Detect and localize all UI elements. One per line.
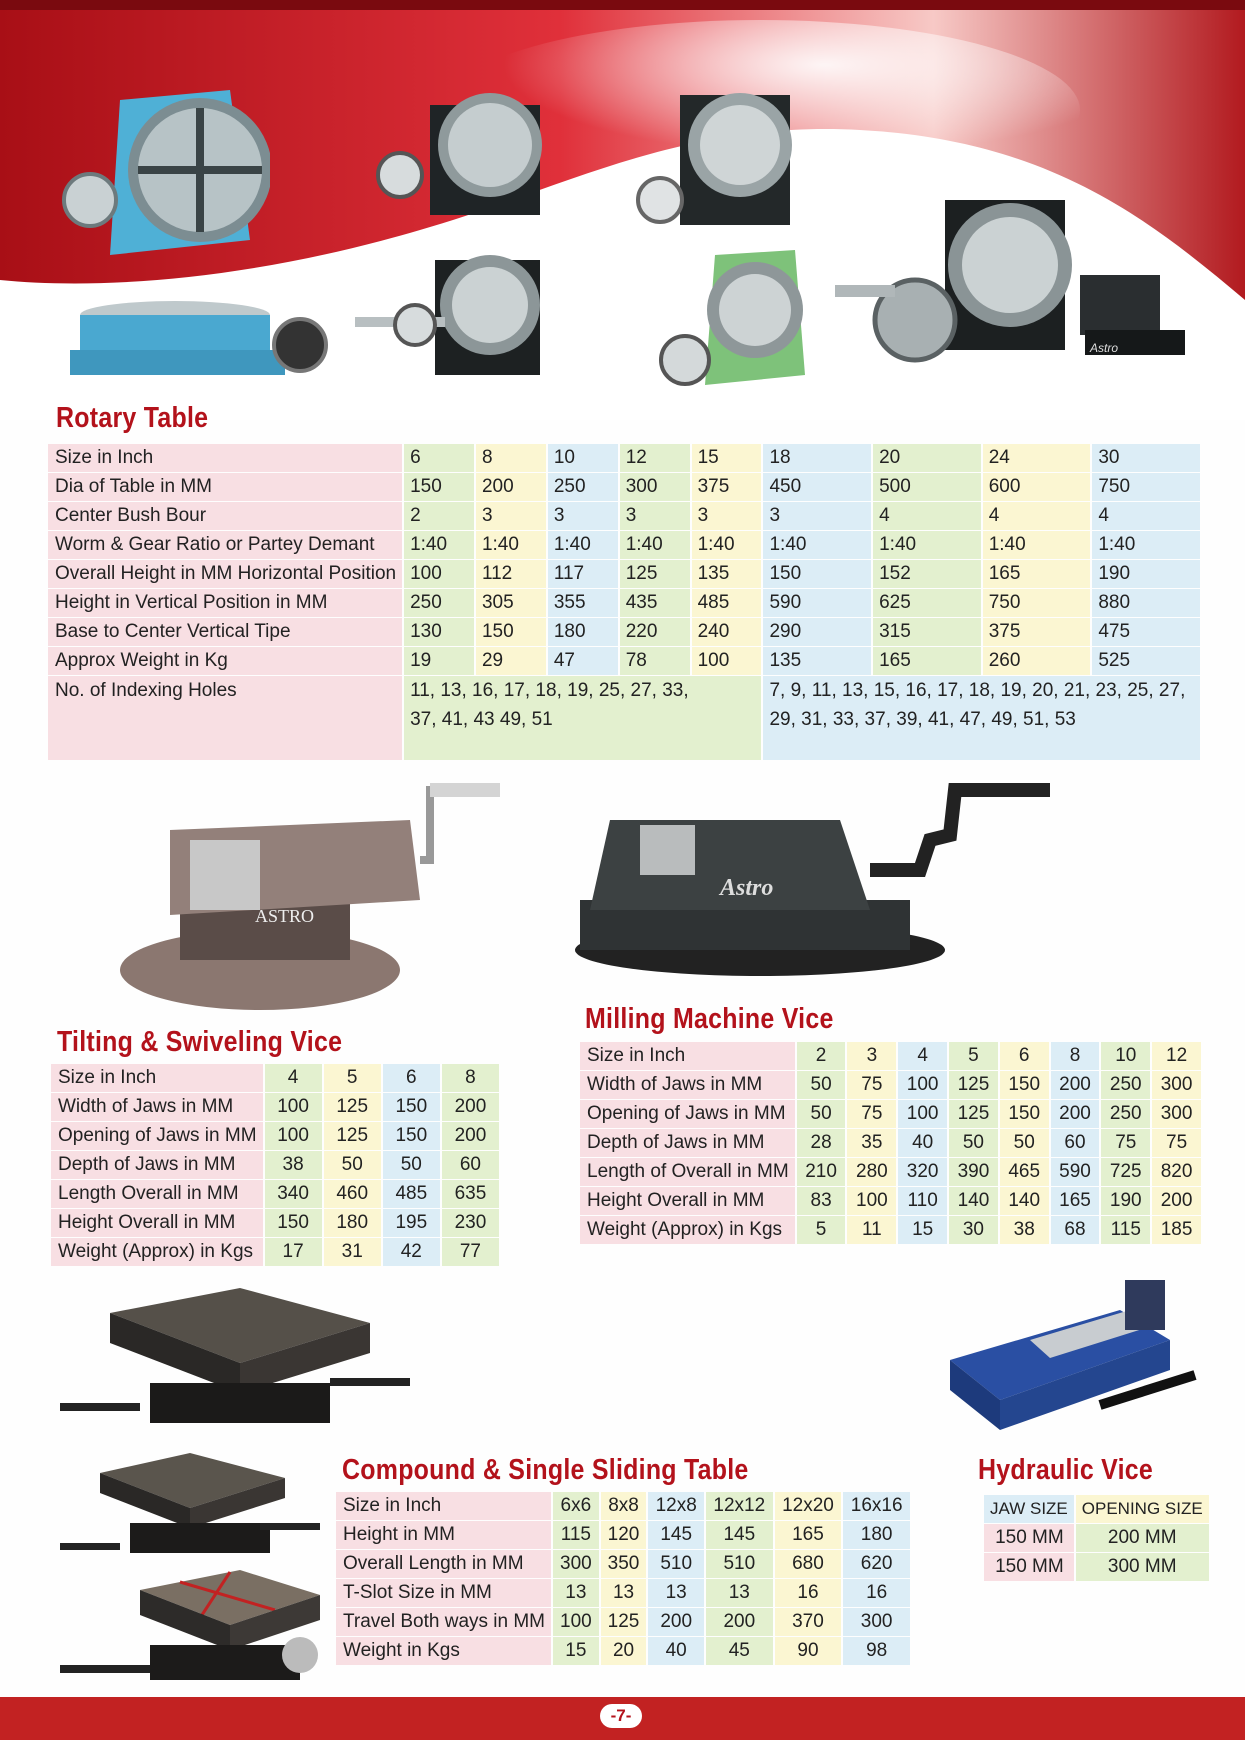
- milling-value-cell: 320: [898, 1158, 947, 1186]
- indexing-holes-left: 11, 13, 16, 17, 18, 19, 25, 27, 33, 37, 41, 43 49, 51: [404, 676, 761, 760]
- sliding-value-cell: 45: [706, 1637, 773, 1665]
- tilting-value-cell: 230: [442, 1209, 499, 1237]
- milling-value-cell: 190: [1101, 1187, 1150, 1215]
- tilting-row-label: Opening of Jaws in MM: [51, 1122, 263, 1150]
- milling-value-cell: 75: [1152, 1129, 1201, 1157]
- milling-value-cell: 30: [949, 1216, 998, 1244]
- tilting-value-cell: 42: [383, 1238, 440, 1266]
- sliding-value-cell: 145: [706, 1521, 773, 1549]
- rotary-value-cell: 220: [620, 618, 690, 646]
- milling-value-cell: 4: [898, 1042, 947, 1070]
- milling-value-cell: 250: [1101, 1071, 1150, 1099]
- sliding-value-cell: 300: [843, 1608, 910, 1636]
- sliding-value-cell: 12x20: [775, 1492, 842, 1520]
- milling-value-cell: 15: [898, 1216, 947, 1244]
- rotary-value-cell: 1:40: [692, 531, 762, 559]
- rotary-value-cell: 165: [873, 647, 981, 675]
- rotary-value-cell: 152: [873, 560, 981, 588]
- hydraulic-row: [984, 1524, 1209, 1552]
- milling-value-cell: 75: [847, 1071, 896, 1099]
- hydraulic-value-cell: 150 MM: [984, 1524, 1074, 1552]
- hydraulic-vice-title: Hydraulic Vice: [978, 1454, 1154, 1486]
- milling-vice-specs: [578, 1041, 1203, 1245]
- rotary-value-cell: 3: [548, 502, 618, 530]
- rotary-value-cell: 435: [620, 589, 690, 617]
- rotary-row: [48, 618, 1200, 646]
- tilting-value-cell: 17: [265, 1238, 322, 1266]
- rotary-value-cell: 1:40: [620, 531, 690, 559]
- rotary-value-cell: 29: [476, 647, 546, 675]
- milling-value-cell: 5: [949, 1042, 998, 1070]
- rotary-table-dark-photo-1: [370, 85, 570, 220]
- milling-value-cell: 10: [1101, 1042, 1150, 1070]
- rotary-value-cell: 15: [692, 444, 762, 472]
- milling-row: [580, 1216, 1201, 1244]
- rotary-value-cell: 3: [476, 502, 546, 530]
- single-sliding-table-photo: [60, 1570, 340, 1695]
- hydraulic-value-cell: 150 MM: [984, 1553, 1074, 1581]
- rotary-row-label: Center Bush Bour: [48, 502, 402, 530]
- tilting-row-label: Height Overall in MM: [51, 1209, 263, 1237]
- rotary-value-cell: 1:40: [983, 531, 1091, 559]
- sliding-value-cell: 510: [648, 1550, 704, 1578]
- tilting-value-cell: 38: [265, 1151, 322, 1179]
- tilting-value-cell: 77: [442, 1238, 499, 1266]
- sliding-value-cell: 90: [775, 1637, 842, 1665]
- rotary-value-cell: 112: [476, 560, 546, 588]
- sliding-row: [336, 1579, 910, 1607]
- sliding-value-cell: 510: [706, 1550, 773, 1578]
- rotary-value-cell: 250: [548, 473, 618, 501]
- rotary-value-cell: 3: [620, 502, 690, 530]
- sliding-value-cell: 40: [648, 1637, 704, 1665]
- sliding-row-label: T-Slot Size in MM: [336, 1579, 551, 1607]
- milling-value-cell: 465: [1000, 1158, 1049, 1186]
- rotary-value-cell: 1:40: [1092, 531, 1200, 559]
- milling-value-cell: 200: [1152, 1187, 1201, 1215]
- rotary-value-cell: 625: [873, 589, 981, 617]
- rotary-value-cell: 117: [548, 560, 618, 588]
- sliding-row: [336, 1550, 910, 1578]
- tilting-row: [51, 1122, 499, 1150]
- milling-row-label: Size in Inch: [580, 1042, 795, 1070]
- rotary-value-cell: 200: [476, 473, 546, 501]
- tilting-swiveling-vice-photo: [110, 780, 510, 1015]
- milling-row: [580, 1129, 1201, 1157]
- milling-value-cell: 2: [797, 1042, 846, 1070]
- rotary-value-cell: 20: [873, 444, 981, 472]
- sliding-value-cell: 165: [775, 1521, 842, 1549]
- tilting-value-cell: 4: [265, 1064, 322, 1092]
- rotary-value-cell: 10: [548, 444, 618, 472]
- rotary-table-dark-photo-2: [630, 85, 810, 235]
- hydraulic-header-row: [984, 1495, 1209, 1523]
- sliding-value-cell: 16: [775, 1579, 842, 1607]
- astro-logo-mark: Astro: [720, 875, 774, 901]
- sliding-value-cell: 6x6: [553, 1492, 599, 1520]
- sliding-value-cell: 20: [601, 1637, 647, 1665]
- rotary-value-cell: 2: [404, 502, 474, 530]
- milling-value-cell: 165: [1051, 1187, 1100, 1215]
- sliding-row-label: Overall Length in MM: [336, 1550, 551, 1578]
- sliding-row-label: Travel Both ways in MM: [336, 1608, 551, 1636]
- rotary-row-label: No. of Indexing Holes: [48, 676, 402, 760]
- rotary-value-cell: 1:40: [763, 531, 871, 559]
- rotary-value-cell: 18: [763, 444, 871, 472]
- rotary-value-cell: 130: [404, 618, 474, 646]
- rotary-row: [48, 560, 1200, 588]
- tilting-value-cell: 200: [442, 1093, 499, 1121]
- tilting-row: [51, 1180, 499, 1208]
- sliding-row-label: Weight in Kgs: [336, 1637, 551, 1665]
- rotary-value-cell: 4: [983, 502, 1091, 530]
- milling-value-cell: 280: [847, 1158, 896, 1186]
- sliding-value-cell: 12x8: [648, 1492, 704, 1520]
- rotary-value-cell: 47: [548, 647, 618, 675]
- rotary-table-blue-vertical-photo: [50, 80, 270, 260]
- milling-vice-title: Milling Machine Vice: [585, 1003, 834, 1035]
- compound-sliding-table-photo-1: [50, 1283, 410, 1438]
- tilting-value-cell: 180: [324, 1209, 381, 1237]
- rotary-value-cell: 880: [1092, 589, 1200, 617]
- tilting-row: [51, 1209, 499, 1237]
- milling-value-cell: 210: [797, 1158, 846, 1186]
- rotary-value-cell: 12: [620, 444, 690, 472]
- milling-row-label: Weight (Approx) in Kgs: [580, 1216, 795, 1244]
- rotary-row-label: Approx Weight in Kg: [48, 647, 402, 675]
- rotary-value-cell: 300: [620, 473, 690, 501]
- rotary-value-cell: 100: [692, 647, 762, 675]
- milling-value-cell: 125: [949, 1100, 998, 1128]
- rotary-value-cell: 305: [476, 589, 546, 617]
- tilting-row-label: Length Overall in MM: [51, 1180, 263, 1208]
- milling-row: [580, 1158, 1201, 1186]
- hydraulic-value-cell: 200 MM: [1076, 1524, 1209, 1552]
- rotary-value-cell: 165: [983, 560, 1091, 588]
- sliding-row: [336, 1637, 910, 1665]
- milling-value-cell: 38: [1000, 1216, 1049, 1244]
- milling-row: [580, 1071, 1201, 1099]
- compound-sliding-table-photo-2: [60, 1453, 320, 1568]
- sliding-value-cell: 8x8: [601, 1492, 647, 1520]
- rotary-value-cell: 600: [983, 473, 1091, 501]
- tilting-value-cell: 195: [383, 1209, 440, 1237]
- sliding-value-cell: 120: [601, 1521, 647, 1549]
- milling-value-cell: 150: [1000, 1100, 1049, 1128]
- milling-value-cell: 3: [847, 1042, 896, 1070]
- sliding-value-cell: 13: [648, 1579, 704, 1607]
- milling-value-cell: 100: [847, 1187, 896, 1215]
- tilting-value-cell: 100: [265, 1122, 322, 1150]
- milling-value-cell: 110: [898, 1187, 947, 1215]
- milling-value-cell: 83: [797, 1187, 846, 1215]
- tilting-row-label: Depth of Jaws in MM: [51, 1151, 263, 1179]
- tilting-value-cell: 150: [383, 1122, 440, 1150]
- tilting-value-cell: 340: [265, 1180, 322, 1208]
- hydraulic-vice-photo: [940, 1270, 1205, 1450]
- tilting-value-cell: 50: [324, 1151, 381, 1179]
- astro-logo-mark: Astro: [1090, 341, 1119, 355]
- milling-value-cell: 140: [949, 1187, 998, 1215]
- rotary-value-cell: 4: [1092, 502, 1200, 530]
- milling-row-label: Width of Jaws in MM: [580, 1071, 795, 1099]
- hydraulic-header-cell: OPENING SIZE: [1076, 1495, 1209, 1523]
- tilting-value-cell: 125: [324, 1122, 381, 1150]
- sliding-value-cell: 13: [601, 1579, 647, 1607]
- milling-value-cell: 50: [1000, 1129, 1049, 1157]
- tilting-value-cell: 6: [383, 1064, 440, 1092]
- sliding-value-cell: 200: [648, 1608, 704, 1636]
- milling-value-cell: 820: [1152, 1158, 1201, 1186]
- sliding-value-cell: 370: [775, 1608, 842, 1636]
- milling-value-cell: 125: [949, 1071, 998, 1099]
- milling-row: [580, 1187, 1201, 1215]
- sliding-value-cell: 300: [553, 1550, 599, 1578]
- milling-value-cell: 50: [949, 1129, 998, 1157]
- rotary-value-cell: 6: [404, 444, 474, 472]
- rotary-value-cell: 150: [763, 560, 871, 588]
- page-number: -7-: [600, 1704, 642, 1728]
- sliding-row: [336, 1492, 910, 1520]
- tilting-row-label: Weight (Approx) in Kgs: [51, 1238, 263, 1266]
- sliding-table-title: Compound & Single Sliding Table: [342, 1454, 749, 1486]
- milling-value-cell: 28: [797, 1129, 846, 1157]
- tilting-value-cell: 460: [324, 1180, 381, 1208]
- rotary-table-title: Rotary Table: [56, 402, 209, 434]
- sliding-value-cell: 13: [706, 1579, 773, 1607]
- sliding-row: [336, 1521, 910, 1549]
- tilting-row: [51, 1064, 499, 1092]
- rotary-value-cell: 3: [692, 502, 762, 530]
- milling-value-cell: 250: [1101, 1100, 1150, 1128]
- hydraulic-header-cell: JAW SIZE: [984, 1495, 1074, 1523]
- milling-value-cell: 725: [1101, 1158, 1150, 1186]
- milling-value-cell: 11: [847, 1216, 896, 1244]
- milling-value-cell: 68: [1051, 1216, 1100, 1244]
- rotary-value-cell: 190: [1092, 560, 1200, 588]
- milling-value-cell: 8: [1051, 1042, 1100, 1070]
- hydraulic-row: [984, 1553, 1209, 1581]
- tilting-value-cell: 200: [442, 1122, 499, 1150]
- sliding-value-cell: 16: [843, 1579, 910, 1607]
- tilting-value-cell: 5: [324, 1064, 381, 1092]
- sliding-row-label: Size in Inch: [336, 1492, 551, 1520]
- tilting-row: [51, 1093, 499, 1121]
- tilting-row: [51, 1238, 499, 1266]
- milling-value-cell: 200: [1051, 1100, 1100, 1128]
- rotary-value-cell: 485: [692, 589, 762, 617]
- tilting-row: [51, 1151, 499, 1179]
- rotary-table-blue-horizontal-photo: [65, 295, 335, 385]
- rotary-row-label: Dia of Table in MM: [48, 473, 402, 501]
- sliding-row: [336, 1608, 910, 1636]
- sliding-value-cell: 350: [601, 1550, 647, 1578]
- rotary-value-cell: 355: [548, 589, 618, 617]
- tilting-row-label: Size in Inch: [51, 1064, 263, 1092]
- rotary-row: [48, 502, 1200, 530]
- milling-row-label: Length of Overall in MM: [580, 1158, 795, 1186]
- tilting-vice-specs: [49, 1063, 501, 1267]
- milling-value-cell: 185: [1152, 1216, 1201, 1244]
- rotary-row-label: Size in Inch: [48, 444, 402, 472]
- sliding-value-cell: 200: [706, 1608, 773, 1636]
- tilting-value-cell: 125: [324, 1093, 381, 1121]
- rotary-row-label: Overall Height in MM Horizontal Position: [48, 560, 402, 588]
- indexing-holes-right: 7, 9, 11, 13, 15, 16, 17, 18, 19, 20, 21, 23, 25, 27, 29, 31, 33, 37, 39, 41, 47, 49, 51, 53: [763, 676, 1200, 760]
- milling-value-cell: 300: [1152, 1071, 1201, 1099]
- rotary-value-cell: 260: [983, 647, 1091, 675]
- rotary-value-cell: 3: [763, 502, 871, 530]
- rotary-value-cell: 1:40: [476, 531, 546, 559]
- astro-logo-mark: ASTRO: [255, 906, 315, 926]
- sliding-value-cell: 115: [553, 1521, 599, 1549]
- rotary-row-label: Worm & Gear Ratio or Partey Demant: [48, 531, 402, 559]
- rotary-value-cell: 375: [692, 473, 762, 501]
- rotary-value-cell: 19: [404, 647, 474, 675]
- rotary-value-cell: 1:40: [873, 531, 981, 559]
- rotary-table-specs: [46, 443, 1202, 761]
- sliding-value-cell: 100: [553, 1608, 599, 1636]
- rotary-value-cell: 150: [404, 473, 474, 501]
- milling-row-label: Height Overall in MM: [580, 1187, 795, 1215]
- milling-value-cell: 140: [1000, 1187, 1049, 1215]
- tilting-vice-title: Tilting & Swiveling Vice: [57, 1026, 343, 1058]
- rotary-value-cell: 240: [692, 618, 762, 646]
- rotary-row: [48, 676, 1200, 760]
- sliding-value-cell: 98: [843, 1637, 910, 1665]
- hydraulic-value-cell: 300 MM: [1076, 1553, 1209, 1581]
- sliding-value-cell: 12x12: [706, 1492, 773, 1520]
- rotary-value-cell: 4: [873, 502, 981, 530]
- rotary-value-cell: 250: [404, 589, 474, 617]
- rotary-value-cell: 135: [763, 647, 871, 675]
- tilting-value-cell: 31: [324, 1238, 381, 1266]
- rotary-value-cell: 525: [1092, 647, 1200, 675]
- tilting-value-cell: 150: [383, 1093, 440, 1121]
- tilting-value-cell: 485: [383, 1180, 440, 1208]
- milling-value-cell: 590: [1051, 1158, 1100, 1186]
- rotary-value-cell: 750: [1092, 473, 1200, 501]
- rotary-value-cell: 1:40: [548, 531, 618, 559]
- hydraulic-vice-specs: [982, 1494, 1211, 1582]
- milling-value-cell: 75: [1101, 1129, 1150, 1157]
- rotary-value-cell: 475: [1092, 618, 1200, 646]
- tilting-value-cell: 100: [265, 1093, 322, 1121]
- rotary-row: [48, 589, 1200, 617]
- milling-value-cell: 150: [1000, 1071, 1049, 1099]
- milling-value-cell: 115: [1101, 1216, 1150, 1244]
- rotary-row: [48, 647, 1200, 675]
- milling-row: [580, 1100, 1201, 1128]
- tilting-row-label: Width of Jaws in MM: [51, 1093, 263, 1121]
- rotary-row-label: Base to Center Vertical Tipe: [48, 618, 402, 646]
- rotary-value-cell: 500: [873, 473, 981, 501]
- milling-row: [580, 1042, 1201, 1070]
- rotary-table-green-photo: [645, 245, 815, 395]
- rotary-value-cell: 8: [476, 444, 546, 472]
- tilting-value-cell: 150: [265, 1209, 322, 1237]
- milling-value-cell: 75: [847, 1100, 896, 1128]
- rotary-row: [48, 473, 1200, 501]
- rotary-row: [48, 444, 1200, 472]
- rotary-value-cell: 450: [763, 473, 871, 501]
- rotary-value-cell: 24: [983, 444, 1091, 472]
- rotary-value-cell: 135: [692, 560, 762, 588]
- milling-value-cell: 12: [1152, 1042, 1201, 1070]
- sliding-table-specs: [334, 1491, 912, 1666]
- rotary-value-cell: 375: [983, 618, 1091, 646]
- rotary-table-dark-photo-3: [355, 245, 555, 380]
- sliding-row-label: Height in MM: [336, 1521, 551, 1549]
- sliding-value-cell: 680: [775, 1550, 842, 1578]
- milling-value-cell: 50: [797, 1100, 846, 1128]
- rotary-value-cell: 290: [763, 618, 871, 646]
- rotary-value-cell: 78: [620, 647, 690, 675]
- milling-value-cell: 300: [1152, 1100, 1201, 1128]
- rotary-value-cell: 750: [983, 589, 1091, 617]
- milling-value-cell: 40: [898, 1129, 947, 1157]
- rotary-value-cell: 30: [1092, 444, 1200, 472]
- milling-value-cell: 100: [898, 1071, 947, 1099]
- rotary-value-cell: 1:40: [404, 531, 474, 559]
- milling-value-cell: 60: [1051, 1129, 1100, 1157]
- rotary-value-cell: 590: [763, 589, 871, 617]
- sliding-value-cell: 15: [553, 1637, 599, 1665]
- milling-value-cell: 200: [1051, 1071, 1100, 1099]
- sliding-value-cell: 145: [648, 1521, 704, 1549]
- sliding-value-cell: 180: [843, 1521, 910, 1549]
- sliding-value-cell: 620: [843, 1550, 910, 1578]
- milling-value-cell: 50: [797, 1071, 846, 1099]
- tilting-value-cell: 60: [442, 1151, 499, 1179]
- milling-value-cell: 390: [949, 1158, 998, 1186]
- rotary-table-with-tailstock-photo: [835, 190, 1200, 395]
- rotary-value-cell: 315: [873, 618, 981, 646]
- rotary-row: [48, 531, 1200, 559]
- sliding-value-cell: 13: [553, 1579, 599, 1607]
- rotary-value-cell: 180: [548, 618, 618, 646]
- sliding-value-cell: 16x16: [843, 1492, 910, 1520]
- rotary-value-cell: 100: [404, 560, 474, 588]
- tilting-value-cell: 635: [442, 1180, 499, 1208]
- rotary-row-label: Height in Vertical Position in MM: [48, 589, 402, 617]
- milling-value-cell: 100: [898, 1100, 947, 1128]
- milling-row-label: Opening of Jaws in MM: [580, 1100, 795, 1128]
- milling-machine-vice-photo: [570, 780, 1065, 985]
- rotary-value-cell: 150: [476, 618, 546, 646]
- rotary-value-cell: 125: [620, 560, 690, 588]
- milling-value-cell: 35: [847, 1129, 896, 1157]
- milling-value-cell: 6: [1000, 1042, 1049, 1070]
- tilting-value-cell: 8: [442, 1064, 499, 1092]
- tilting-value-cell: 50: [383, 1151, 440, 1179]
- sliding-value-cell: 125: [601, 1608, 647, 1636]
- milling-row-label: Depth of Jaws in MM: [580, 1129, 795, 1157]
- hero-banner: [0, 0, 1245, 420]
- milling-value-cell: 5: [797, 1216, 846, 1244]
